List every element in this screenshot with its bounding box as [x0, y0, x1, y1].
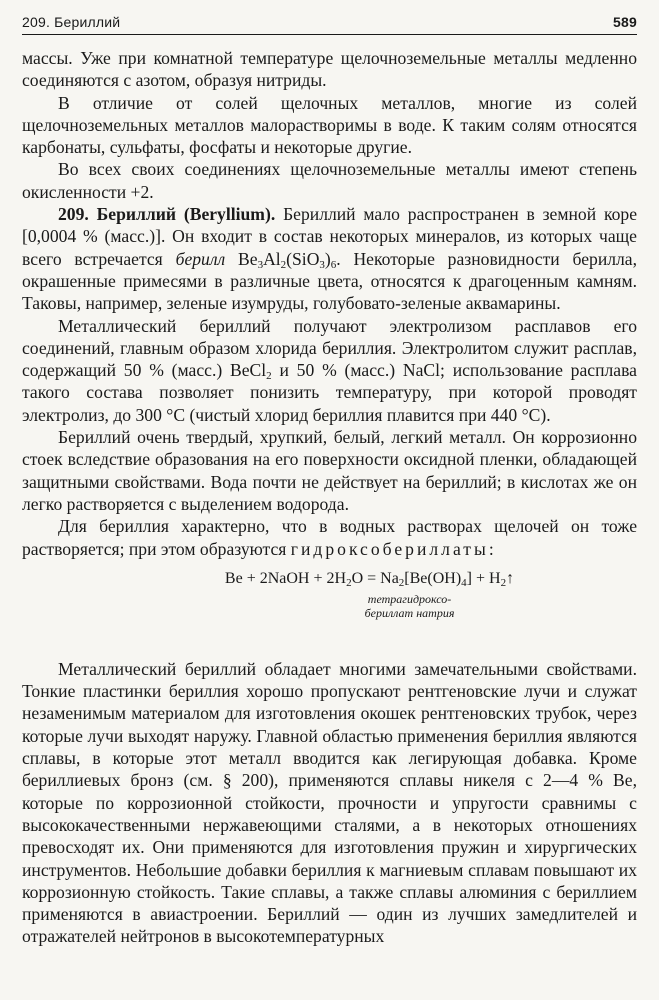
section-title: Бериллий (Beryllium). — [96, 204, 276, 225]
paragraph-salts: В отличие от солей щелочных металлов, многие из солей щелочноземельных металлов малорастворимы в воде. К таким солям относятся карбонаты, сульфаты, фосфаты и некоторые другие. — [22, 92, 637, 158]
product-name-note: тетрагидроксо- бериллат натрия — [364, 591, 455, 620]
beryl-formula: $Be_3Al_2(SiO_3)_6$ — [238, 248, 337, 271]
mineral-name: берилл — [175, 248, 226, 269]
body-text — [22, 47, 637, 948]
reaction-equation: Be + 2NaOH + $2H_2O = Na_2[Be(OH)_4]$ + $H_2↑$ — [224, 569, 515, 589]
intro-text: Бериллий мало распространен в земной коре [0,0004 % (масс.)]. Он входит в состав некоторых минералов, из которых чаще всего встречается — [22, 204, 638, 269]
paragraph-continuation: массы. Уже при комнатной температуре щелочноземельные металлы медленно соединяются с азотом, образуя нитриды. — [22, 48, 637, 91]
paragraph-beryllium-intro — [22, 203, 637, 314]
page-number: 589 — [613, 14, 637, 30]
section-number: 209. — [58, 204, 89, 225]
paragraph-production: Металлический бериллий получают электролизом расплавов его соединений, главным образом хлорида бериллия. Электролитом служит расплав, содержащий 50 % (масс.) BeCl$_2$ и 50 % (масс.) NaCl; использование расплава такого состава позволяет понизить температуру, при которой проводят электролиз, до 300 °С (чистый хлорид бериллия плавится при 440 °С). — [22, 315, 637, 425]
paragraph-alkali: Для бериллия характерно, что в водных растворах щелочей он тоже растворяется; при этом образуются гидроксобериллаты: — [22, 516, 637, 559]
running-header — [22, 14, 637, 35]
paragraph-properties: Бериллий очень твердый, хрупкий, белый, легкий металл. Он коррозионно стоек вследствие образования на его поверхности оксидной пленки, обладающей защитными свойствами. Вода почти не действует на бериллий; в кислотах же он легко растворяется с выделением водорода. — [22, 427, 637, 514]
spaced-term: гидроксобериллаты — [290, 538, 489, 559]
section-header: 209. Бериллий — [22, 14, 121, 30]
after-formula-text: . Некоторые разновидности берилла, окрашенные примесями в различные цвета, относятся к драгоценным камням. Таковы, например, зеленые изумруды, голубовато-зеленые аквамарины. — [22, 248, 637, 314]
paragraph-applications: Металлический бериллий обладает многими замечательными свойствами. Тонкие пластинки бериллия хорошо пропускают рентгеновские лучи и служат незаменимым материалом для изготовления окошек рентгеновских трубок, через которые лучи выходят наружу. Главной областью применения бериллия являются сплавы, в которые этот металл вводится как легирующая добавка. Кроме бериллиевых бронз (см. § 200), применяются сплавы никеля с 2—4 % Be, которые по коррозионной стойкости, прочности и упругости сравнимы с высококачественными нержавеющими сталями, а в некоторых отношениях превосходят их. Они применяются для изготовления пружин и хирургических инструментов. Небольшие добавки бериллия к магниевым сплавам повышают их коррозионную стойкость. Такие сплавы, а также сплавы алюминия с бериллием применяются в авиастроении. Бериллий — один из лучших замедлителей и отражателей нейтронов в высокотемпературных — [22, 658, 637, 947]
paragraph-oxidation: Во всех своих соединениях щелочноземельные металлы имеют степень окисленности +2. — [22, 159, 637, 202]
